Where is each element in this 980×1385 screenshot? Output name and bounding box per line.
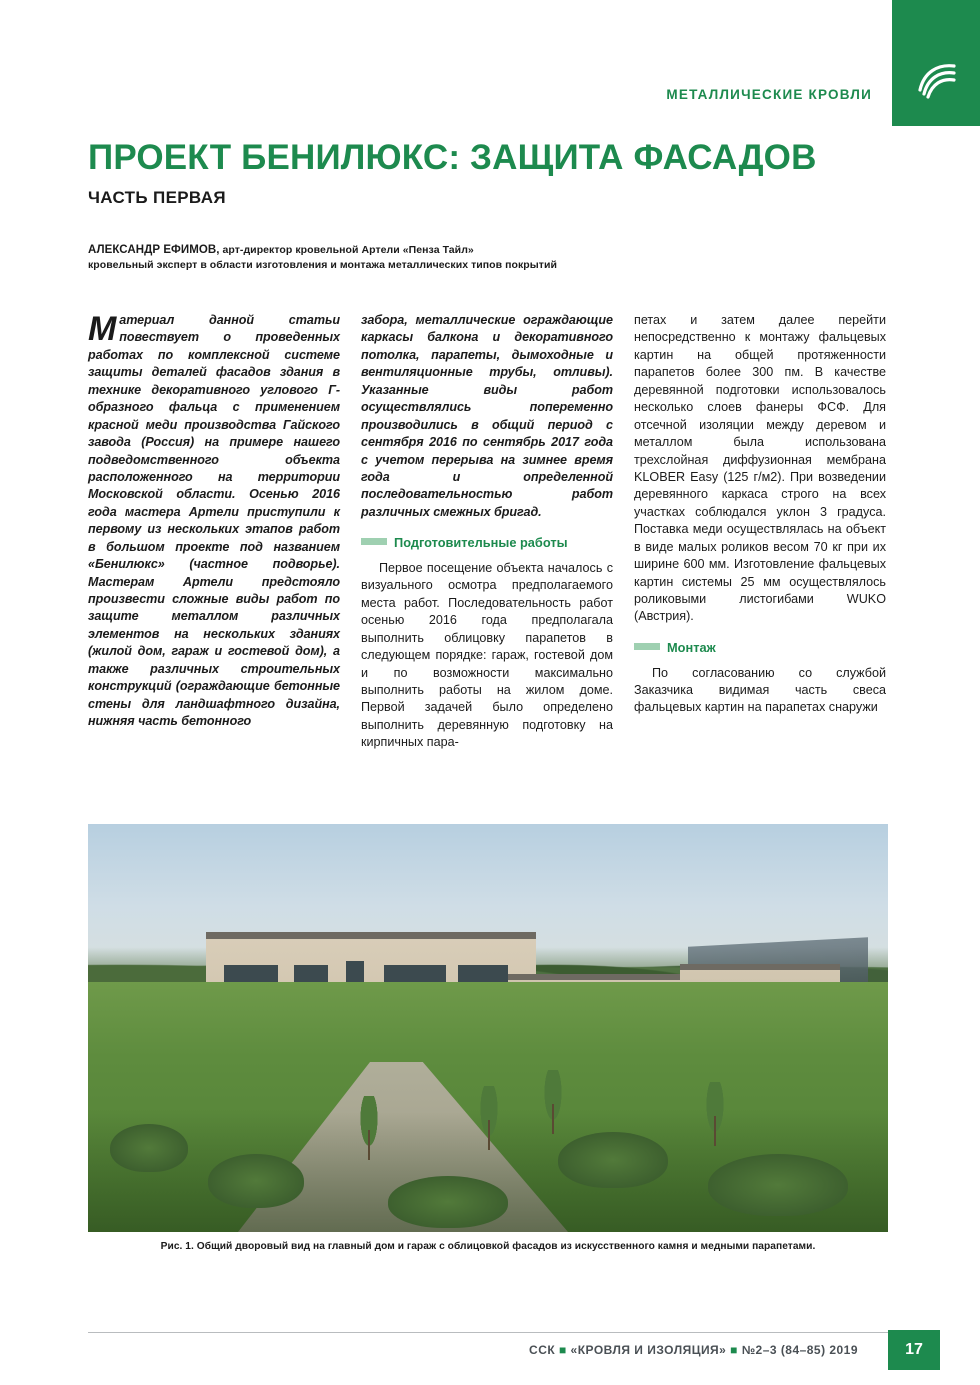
body-paragraph-col3-a: петах и затем далее перейти непосредственно к монтажу фальцевых картин на общей протяженности парапетов более 300 пм. В качестве деревянной подготовки использовалось несколько слоев фанеры ФСФ. Для отсечной изоляции между деревом и металлом была использована трехслойная диффузионная мембрана KLOBER Easy (125 г/м2). При возведении деревянного каркаса строго на всех участках соблюдался уклон 3 градуса. Поставка меди осуществлялась на объект в виде малых роликов весом 70 кг при их ширине 600 мм. Изготовление фальцевых картин системы 25 мм осуществлялось роликовыми листогибами WUKO (Австрия). bbox=[634, 313, 886, 624]
lead-continuation: забора, металлические ограждающие каркасы балкона и декоративного потолка, парапеты, дымоходные и вентиляционные трубы, отливы). Указанные виды работ осуществлялись попеременно производились в общий период с сентября 2016 по сентябрь 2017 года с учетом перерыва на зимнее время года и определенной последовательностью работ различных смежных бригад. bbox=[361, 313, 613, 519]
subheading-text: Подготовительные работы bbox=[394, 535, 568, 551]
photo-young-tree bbox=[540, 1070, 566, 1134]
byline-secondary: кровельный эксперт в области изготовления и монтажа металлических типов покрытий bbox=[88, 259, 557, 272]
subheading-text: Монтаж bbox=[667, 639, 716, 655]
page-header bbox=[0, 0, 980, 126]
footer-publisher: ССК bbox=[529, 1343, 556, 1357]
footer-divider bbox=[88, 1332, 888, 1333]
figure-block bbox=[88, 824, 888, 1252]
lead-paragraph bbox=[88, 312, 340, 731]
footer-separator-icon: ■ bbox=[558, 1343, 567, 1357]
photo-shrub bbox=[208, 1154, 304, 1208]
subheading-installation bbox=[634, 639, 886, 657]
footer-credits bbox=[529, 1343, 858, 1357]
photo-young-tree bbox=[476, 1086, 502, 1150]
lead-text: атериал данной статьи повествует о проведенных работах по комплексной системе защиты деталей фасадов здания в технике декоративного углового Г-образного фальца с применением красной меди производства Гайского завода (Россия) на примере нашего подведомственного объекта расположенного на территории Московской области. Осенью 2016 года мастера Артели приступили к первому из нескольких этапов работ в большом проекте под названием «Бенилюкс» (частное подворье). Мастерам Артели предстояло произвести сложные виды работ по защите металлом различных элементов на нескольких зданиях (жилой дом, гараж и гостевой дом), а также различных строительных конструкций (ограждающие бетонные стены для ландшафтного дизайна, нижняя часть бетонного bbox=[88, 313, 340, 729]
drop-cap: М bbox=[88, 310, 117, 348]
subhead-bar-icon bbox=[634, 643, 660, 650]
roof-swirl-logo-icon bbox=[914, 56, 960, 102]
column-3 bbox=[634, 312, 886, 812]
photo-young-tree bbox=[702, 1082, 728, 1146]
page-subtitle: ЧАСТЬ ПЕРВАЯ bbox=[88, 187, 226, 207]
column-2 bbox=[361, 312, 613, 812]
subhead-bar-icon bbox=[361, 538, 387, 545]
photo-shrub bbox=[558, 1132, 668, 1188]
photo-shrub bbox=[110, 1124, 188, 1172]
section-kicker: МЕТАЛЛИЧЕСКИЕ КРОВЛИ bbox=[666, 87, 872, 102]
page-title: ПРОЕКТ БЕНИЛЮКС: ЗАЩИТА ФАСАДОВ bbox=[88, 138, 817, 177]
photo-courtyard-view bbox=[88, 824, 888, 1232]
photo-shrub bbox=[708, 1154, 848, 1216]
footer-separator-icon: ■ bbox=[730, 1343, 738, 1357]
byline bbox=[88, 242, 888, 274]
body-paragraph-col3-b: По согласованию со службой Заказчика видимая часть свеса фальцевых картин на парапетах снаружи bbox=[634, 665, 886, 715]
page-number: 17 bbox=[888, 1330, 940, 1370]
footer-issue: №2–3 (84–85) 2019 bbox=[741, 1343, 858, 1357]
title-block bbox=[88, 140, 888, 274]
body-paragraph-col2: Первое посещение объекта началось с визуального осмотра предполагаемого места работ. Последовательность работ осенью 2016 года предполагала выполнить облицовку парапетов в следующем порядке: гараж, гостевой дом и по возможности максимально выполнить работы на жилом доме. Первой задачей было определено выполнить деревянную подготовку на кирпичных пара- bbox=[361, 560, 613, 750]
column-1 bbox=[88, 312, 340, 812]
article-columns bbox=[88, 312, 888, 812]
byline-author: АЛЕКСАНДР ЕФИМОВ, bbox=[88, 243, 220, 256]
photo-shrub bbox=[388, 1176, 508, 1228]
figure-caption: Рис. 1. Общий дворовый вид на главный дом и гараж с облицовкой фасадов из искусственного камня и медными парапетами. bbox=[160, 1241, 816, 1252]
photo-young-tree bbox=[356, 1096, 382, 1160]
page-footer bbox=[0, 1315, 980, 1385]
subheading-preparatory-works bbox=[361, 534, 613, 552]
footer-journal: «КРОВЛЯ И ИЗОЛЯЦИЯ» bbox=[570, 1343, 727, 1357]
byline-role: арт-директор кровельной Артели «Пенза Тайл» bbox=[219, 243, 474, 256]
